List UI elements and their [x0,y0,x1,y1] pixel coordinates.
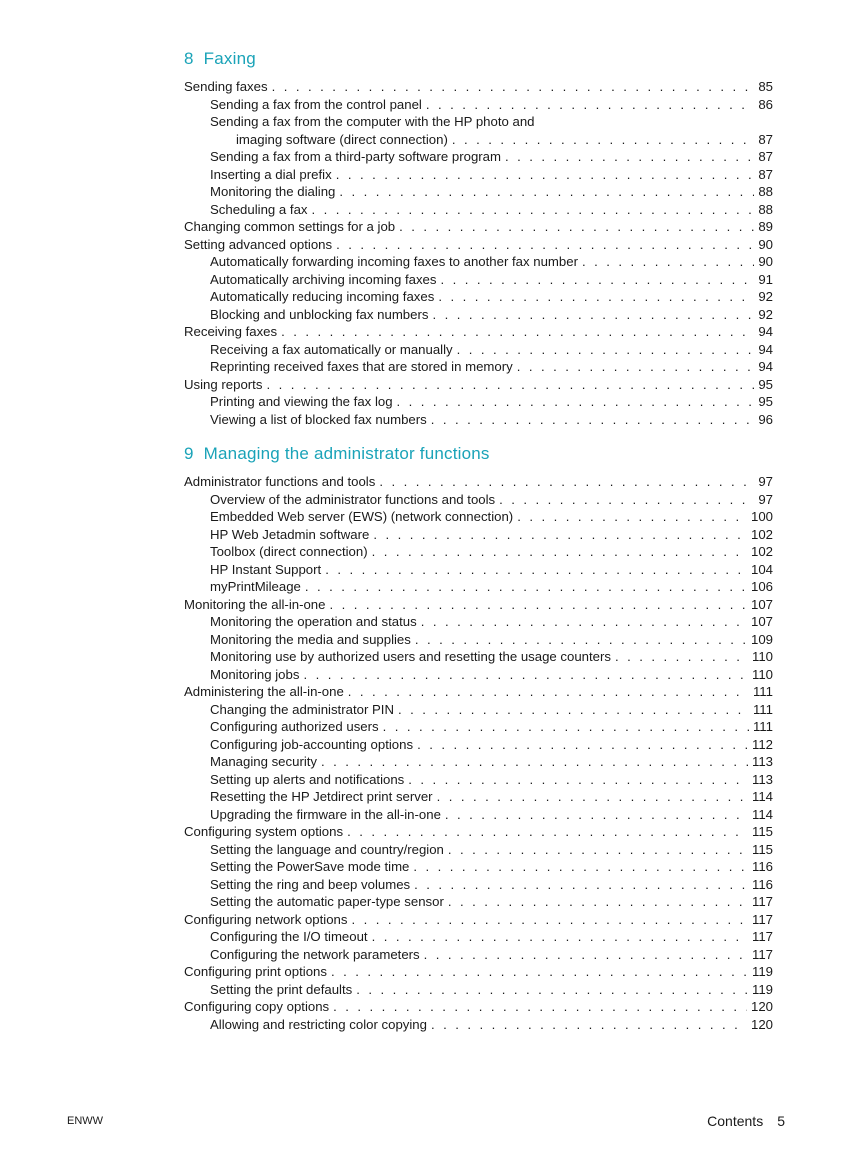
toc-entry-page: 120 [750,1016,773,1032]
toc-entry-title: Automatically reducing incoming faxes [210,289,435,304]
toc-entry-page: 92 [758,306,773,322]
chapter-number: 8 [184,49,194,68]
dot-leader [421,613,747,631]
toc-entry-page: 107 [750,596,773,612]
toc-entry-page: 117 [751,894,773,909]
toc-entry-title: Configuring system options [184,824,344,839]
toc-entry[interactable] [184,131,773,149]
toc-entry-title: Administrator functions and tools [184,474,376,489]
dot-leader [424,946,748,964]
toc-entry[interactable] [184,473,773,491]
toc-entry-page: 115 [751,824,773,839]
toc-entry-page: 97 [758,474,773,489]
toc-entry-title: Inserting a dial prefix [210,166,332,182]
toc-entry-page: 102 [750,544,773,559]
dot-leader [397,393,755,411]
dot-leader [399,218,754,236]
dot-leader [448,893,748,911]
toc-entry[interactable] [184,411,773,429]
toc-entry[interactable] [184,613,773,631]
dot-leader [356,981,748,999]
toc-entry-page: 85 [758,79,773,94]
dot-leader [305,578,747,596]
toc-entry[interactable] [184,508,773,526]
toc-entry-title: Setting up alerts and notifications [210,771,405,787]
toc-entry[interactable] [184,841,773,859]
dot-leader [383,718,749,736]
dot-leader [437,788,748,806]
dot-leader [336,166,755,184]
dot-leader [417,736,748,754]
toc-entry-page: 97 [758,491,773,507]
toc-entry-page: 86 [758,96,773,112]
toc-entry-title: Monitoring use by authorized users and resetting the usage counters [210,649,611,664]
toc-entry-page: 117 [751,946,773,962]
toc-entry[interactable] [184,148,773,166]
toc-entry-title: Embedded Web server (EWS) (network connection) [210,509,514,524]
toc-entry-title: Overview of the administrator functions and tools [210,491,496,507]
toc-entry-page: 94 [758,341,773,357]
toc-entry-title: Sending a fax from the control panel [210,96,422,112]
chapter-title [184,441,773,467]
dot-leader [348,683,749,701]
toc-entry-page: 110 [751,649,773,664]
toc-entry-title: Changing the administrator PIN [210,701,394,717]
dot-leader [413,858,748,876]
dot-leader [398,701,749,719]
toc-entry[interactable] [184,736,773,754]
dot-leader [414,876,748,894]
dot-leader [372,928,748,946]
toc-entry-title: Administering the all-in-one [184,684,344,699]
toc-entry[interactable] [184,806,773,824]
dot-leader [379,473,754,491]
toc-entry-page: 95 [758,394,773,409]
dot-leader [331,963,748,981]
dot-leader [336,236,754,254]
toc-entry-title: Setting the PowerSave mode time [210,859,410,874]
toc-entry[interactable] [184,823,773,841]
toc-entry-title: HP Web Jetadmin software [210,526,370,542]
toc-entry[interactable] [184,561,773,579]
dot-leader [266,376,754,394]
toc-entry-title: Scheduling a fax [210,201,308,217]
dot-leader [615,648,748,666]
chapter-name: Managing the administrator functions [203,444,490,463]
toc-entry-page: 87 [758,131,773,147]
toc-entry-page: 110 [751,666,773,682]
toc-entry[interactable] [184,893,773,911]
toc-entry[interactable] [184,526,773,544]
toc-entry-title: Sending a fax from a third-party software program [210,149,501,164]
toc-entry[interactable] [184,543,773,561]
toc-entry[interactable] [184,78,773,96]
toc-entry[interactable] [184,376,773,394]
chapter-9 [184,441,773,1033]
toc-entry-title: Setting the language and country/region [210,841,444,857]
toc-entry-page: 107 [750,614,773,629]
dot-leader [321,753,748,771]
toc-entry-page: 119 [751,964,773,979]
chapter-name: Faxing [203,49,256,68]
toc-entry-title: Configuring copy options [184,999,330,1014]
dot-leader [333,998,747,1016]
toc-entry[interactable] [184,701,773,719]
toc-entry-page: 100 [750,509,773,524]
toc-entry[interactable] [184,393,773,411]
dot-leader [325,561,747,579]
toc-entry-page: 116 [751,859,773,874]
dot-leader [582,253,754,271]
toc-entry-page: 91 [758,271,773,287]
toc-entry[interactable] [184,358,773,376]
toc-entry-title: Automatically forwarding incoming faxes to another fax number [210,254,578,269]
toc-entry[interactable] [184,1016,773,1034]
toc-entry-page: 88 [758,184,773,199]
toc-entry-page: 95 [758,376,773,392]
dot-leader [415,631,747,649]
toc-entry[interactable] [184,981,773,999]
toc-entry-title: imaging software (direct connection) [236,131,448,147]
toc-entry-title: Setting the print defaults [210,981,353,997]
toc-entry[interactable] [184,218,773,236]
dot-leader [499,491,754,509]
toc-entry[interactable] [184,771,773,789]
dot-leader [272,78,755,96]
dot-leader [517,358,755,376]
dot-leader [448,841,748,859]
toc-entry[interactable] [184,578,773,596]
toc-entry[interactable] [184,928,773,946]
toc-entry-page: 113 [751,771,773,787]
dot-leader [339,183,754,201]
toc-entry-title: Toolbox (direct connection) [210,544,368,559]
toc-entry[interactable] [184,96,773,114]
dot-leader [432,306,754,324]
toc-entry[interactable] [184,753,773,771]
toc-entry-title: Setting the ring and beep volumes [210,876,411,892]
chapter-title [184,46,773,72]
toc-entry-title: Setting the automatic paper-type sensor [210,894,444,909]
toc-entry-page: 87 [758,149,773,164]
toc-entry-page: 89 [758,219,773,234]
toc-entry-page: 114 [751,789,773,804]
dot-leader [517,508,747,526]
toc-entry[interactable] [184,306,773,324]
toc-entry-page: 94 [758,359,773,374]
toc-entry[interactable] [184,288,773,306]
dot-leader [452,131,754,149]
toc-entry-page: 117 [751,929,773,944]
dot-leader [431,1016,747,1034]
toc-entry-title: Configuring the I/O timeout [210,929,368,944]
toc-entry[interactable] [184,648,773,666]
toc-entry-page: 120 [750,999,773,1014]
toc-entry-page: 111 [752,719,773,734]
toc-entry-page: 90 [758,254,773,269]
toc-entry-title: Changing common settings for a job [184,219,396,234]
toc-entry-title: Monitoring the media and supplies [210,631,411,647]
toc-entry-page: 92 [758,289,773,304]
toc-entry-title: Allowing and restricting color copying [210,1016,427,1032]
toc-entry-title: Managing security [210,754,318,769]
toc-entry[interactable] [184,683,773,701]
dot-leader [441,271,755,289]
dot-leader [281,323,754,341]
toc-entry-title: Sending faxes [184,79,268,94]
dot-leader [329,596,747,614]
footer-page-number: 5 [777,1113,785,1129]
toc-entry-title: myPrintMileage [210,579,301,594]
toc-entries [184,473,773,1033]
footer-publisher-code: ENWW [67,1115,104,1127]
toc-entry[interactable] [184,596,773,614]
toc-entry[interactable] [184,963,773,981]
footer-page-info [707,1112,785,1130]
toc-entry-page: 111 [752,701,773,717]
toc-entry-title: Automatically archiving incoming faxes [210,271,437,287]
toc-entries [184,78,773,428]
dot-leader [408,771,748,789]
toc-entry-title: Blocking and unblocking fax numbers [210,306,429,322]
toc-entry-title: Configuring authorized users [210,719,379,734]
toc-entry[interactable] [184,236,773,254]
toc-entry-title: Monitoring the operation and status [210,614,417,629]
dot-leader [372,543,747,561]
toc-entry-page: 111 [752,684,773,699]
toc-entry[interactable] [184,183,773,201]
toc-entry[interactable] [184,166,773,184]
toc-entry[interactable] [184,998,773,1016]
dot-leader [373,526,747,544]
toc-entry-page: 88 [758,201,773,217]
dot-leader [351,911,747,929]
toc-entry-title: Monitoring the dialing [210,184,336,199]
toc-entry-page: 117 [751,911,773,927]
toc-entry-title: Configuring network options [184,911,348,927]
toc-entry-title: Sending a fax from the computer with the HP photo and [210,114,535,129]
dot-leader [445,806,748,824]
toc-entry-title: Setting advanced options [184,236,333,252]
toc-entry-title: Viewing a list of blocked fax numbers [210,411,427,427]
toc-entry-page: 116 [751,876,773,892]
toc-entry[interactable] [184,718,773,736]
toc-entry-title: Configuring job-accounting options [210,736,414,752]
toc-entry-title: Resetting the HP Jetdirect print server [210,789,433,804]
toc-entry-page: 113 [751,754,773,769]
toc-entry-page: 112 [751,736,773,752]
toc-entry-title: Upgrading the firmware in the all-in-one [210,806,441,822]
chapter-8 [184,46,773,428]
toc-entry[interactable] [184,113,773,131]
toc-entry-page: 96 [758,411,773,427]
toc-entry[interactable] [184,631,773,649]
toc-entry[interactable] [184,666,773,684]
toc-entry[interactable] [184,788,773,806]
toc-entry-page: 106 [750,579,773,594]
toc-entry[interactable] [184,341,773,359]
chapter-number: 9 [184,444,194,463]
toc-entry-title: Printing and viewing the fax log [210,394,393,409]
toc-entry[interactable] [184,491,773,509]
toc-entry-page: 119 [751,981,773,997]
toc-entry-title: Using reports [184,376,263,392]
toc-entry[interactable] [184,946,773,964]
toc-entry[interactable] [184,271,773,289]
toc-entry-title: Reprinting received faxes that are stored in memory [210,359,513,374]
toc-entry-page: 102 [750,526,773,542]
toc-entry[interactable] [184,201,773,219]
toc-entry-page: 115 [751,841,773,857]
toc-entry[interactable] [184,876,773,894]
dot-leader [438,288,754,306]
dot-leader [312,201,755,219]
toc-entry[interactable] [184,253,773,271]
dot-leader [426,96,754,114]
toc-entry-title: HP Instant Support [210,561,322,577]
toc-entry-title: Receiving a fax automatically or manually [210,341,453,357]
dot-leader [431,411,755,429]
dot-leader [505,148,754,166]
toc-entry-page: 104 [750,561,773,577]
dot-leader [457,341,755,359]
toc-entry-title: Receiving faxes [184,324,278,339]
toc-entry-title: Monitoring jobs [210,666,300,682]
toc-entry[interactable] [184,323,773,341]
toc-entry-title: Configuring print options [184,964,327,979]
toc-entry[interactable] [184,858,773,876]
dot-leader [303,666,748,684]
toc-entry-page: 114 [751,806,773,822]
dot-leader [347,823,748,841]
toc-entry-page: 109 [750,631,773,647]
toc-entry-page: 94 [758,324,773,339]
toc-entry[interactable] [184,911,773,929]
toc-entry-page: 87 [758,166,773,182]
toc-entry-title: Monitoring the all-in-one [184,596,326,612]
toc-entry-page: 90 [758,236,773,252]
footer-section: Contents [707,1113,764,1129]
toc-entry-title: Configuring the network parameters [210,946,420,962]
